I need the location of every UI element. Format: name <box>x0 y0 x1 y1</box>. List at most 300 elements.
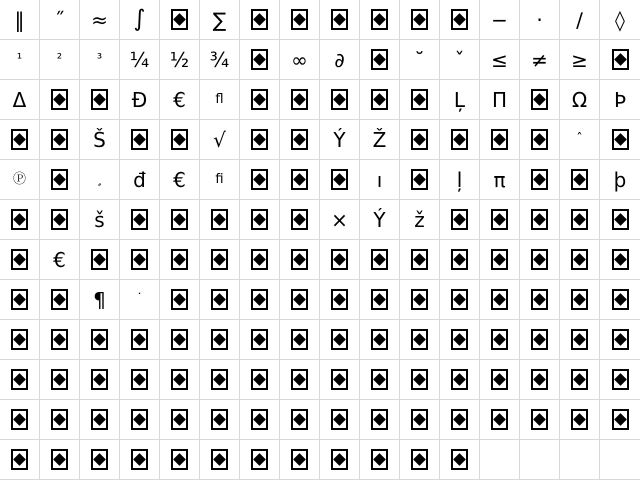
minus-sign: − <box>491 7 508 32</box>
missing-glyph <box>211 329 228 350</box>
glyph-cell[interactable] <box>360 240 400 280</box>
glyph-cell[interactable] <box>280 80 320 120</box>
glyph-cell[interactable] <box>560 200 600 240</box>
glyph-cell[interactable] <box>160 320 200 360</box>
glyph-cell[interactable] <box>120 200 160 240</box>
glyph-cell[interactable] <box>0 240 40 280</box>
missing-glyph <box>491 129 508 150</box>
glyph-cell[interactable] <box>40 160 80 200</box>
ligature-fl: ﬂ <box>215 92 224 107</box>
glyph-cell[interactable] <box>240 360 280 400</box>
glyph-cell[interactable] <box>80 200 120 240</box>
missing-glyph <box>491 289 508 310</box>
missing-glyph <box>451 369 468 390</box>
glyph-cell[interactable] <box>80 120 120 160</box>
missing-glyph <box>251 289 268 310</box>
circled-latin-capital-letter-p: Ⓟ <box>12 172 26 187</box>
glyph-cell[interactable] <box>400 400 440 440</box>
glyph-cell[interactable] <box>440 240 480 280</box>
glyph-cell[interactable] <box>120 360 160 400</box>
missing-glyph <box>51 409 68 430</box>
glyph-cell[interactable] <box>520 200 560 240</box>
missing-glyph <box>451 289 468 310</box>
n-ary-summation: ∑ <box>212 7 227 32</box>
missing-glyph <box>11 449 28 470</box>
missing-glyph <box>211 449 228 470</box>
missing-glyph <box>251 369 268 390</box>
capital-d-with-stroke: Đ <box>131 87 148 112</box>
glyph-cell[interactable] <box>0 80 40 120</box>
lozenge: ◊ <box>615 7 625 32</box>
glyph-cell[interactable] <box>200 120 240 160</box>
glyph-cell[interactable] <box>600 240 640 280</box>
glyph-cell[interactable] <box>160 0 200 40</box>
missing-glyph <box>612 209 629 230</box>
missing-glyph <box>571 289 588 310</box>
glyph-cell[interactable] <box>560 400 600 440</box>
glyph-cell[interactable] <box>400 440 440 480</box>
missing-glyph <box>291 249 308 270</box>
glyph-cell[interactable] <box>600 400 640 440</box>
glyph-cell[interactable] <box>0 40 40 80</box>
missing-glyph <box>211 409 228 430</box>
glyph-cell[interactable] <box>240 200 280 240</box>
missing-glyph <box>131 329 148 350</box>
missing-glyph <box>531 89 548 110</box>
glyph-cell[interactable] <box>200 280 240 320</box>
missing-glyph <box>612 369 629 390</box>
glyph-cell[interactable] <box>240 120 280 160</box>
glyph-cell[interactable] <box>360 320 400 360</box>
glyph-cell[interactable] <box>0 120 40 160</box>
glyph-cell[interactable] <box>360 0 400 40</box>
glyph-cell[interactable] <box>480 0 520 40</box>
glyph-cell[interactable] <box>600 80 640 120</box>
glyph-cell[interactable] <box>200 240 240 280</box>
glyph-cell[interactable] <box>240 160 280 200</box>
glyph-cell[interactable] <box>400 320 440 360</box>
missing-glyph <box>371 289 388 310</box>
glyph-cell[interactable] <box>560 40 600 80</box>
glyph-cell[interactable] <box>600 160 640 200</box>
missing-glyph <box>131 129 148 150</box>
glyph-cell[interactable] <box>480 400 520 440</box>
glyph-cell[interactable] <box>520 320 560 360</box>
glyph-cell[interactable] <box>320 240 360 280</box>
glyph-cell[interactable] <box>600 280 640 320</box>
missing-glyph <box>291 369 308 390</box>
glyph-cell[interactable] <box>280 120 320 160</box>
missing-glyph <box>331 249 348 270</box>
glyph-cell[interactable] <box>200 400 240 440</box>
glyph-cell[interactable] <box>360 40 400 80</box>
glyph-cell[interactable] <box>120 160 160 200</box>
glyph-cell[interactable] <box>120 400 160 440</box>
glyph-cell[interactable] <box>440 160 480 200</box>
glyph-cell[interactable] <box>200 80 240 120</box>
glyph-cell[interactable] <box>320 120 360 160</box>
missing-glyph <box>251 409 268 430</box>
glyph-cell[interactable] <box>160 120 200 160</box>
glyph-cell[interactable] <box>280 160 320 200</box>
glyph-cell[interactable] <box>0 0 40 40</box>
glyph-cell[interactable] <box>120 320 160 360</box>
glyph-cell[interactable] <box>360 160 400 200</box>
missing-glyph <box>291 209 308 230</box>
glyph-cell[interactable] <box>520 40 560 80</box>
glyph-cell[interactable] <box>80 280 120 320</box>
capital-y-with-acute: Ý <box>373 207 386 232</box>
glyph-cell[interactable] <box>520 360 560 400</box>
glyph-cell[interactable] <box>120 440 160 480</box>
missing-glyph <box>291 289 308 310</box>
missing-glyph <box>371 409 388 430</box>
glyph-cell[interactable] <box>160 40 200 80</box>
empty-cell <box>520 440 560 480</box>
glyph-cell[interactable] <box>160 280 200 320</box>
glyph-cell[interactable] <box>160 200 200 240</box>
missing-glyph <box>131 369 148 390</box>
glyph-cell[interactable] <box>520 120 560 160</box>
fraction-one-half: ½ <box>169 47 190 72</box>
glyph-cell[interactable] <box>240 80 280 120</box>
missing-glyph <box>612 329 629 350</box>
glyph-cell[interactable] <box>400 240 440 280</box>
glyph-cell[interactable] <box>600 120 640 160</box>
glyph-cell[interactable] <box>280 40 320 80</box>
glyph-cell[interactable] <box>600 360 640 400</box>
glyph-cell[interactable] <box>400 160 440 200</box>
glyph-cell[interactable] <box>40 400 80 440</box>
missing-glyph <box>371 89 388 110</box>
glyph-cell[interactable] <box>400 360 440 400</box>
glyph-cell[interactable] <box>280 240 320 280</box>
glyph-cell[interactable] <box>80 360 120 400</box>
fraction-one-quarter: ¼ <box>129 47 150 72</box>
glyph-cell[interactable] <box>440 80 480 120</box>
glyph-cell[interactable] <box>280 280 320 320</box>
glyph-cell[interactable] <box>400 120 440 160</box>
double-vertical-line: ‖ <box>14 7 25 32</box>
glyph-cell[interactable] <box>40 280 80 320</box>
glyph-cell[interactable] <box>560 160 600 200</box>
missing-glyph <box>171 329 188 350</box>
glyph-cell[interactable] <box>320 40 360 80</box>
glyph-cell[interactable] <box>440 440 480 480</box>
glyph-cell[interactable] <box>240 400 280 440</box>
glyph-cell[interactable] <box>160 160 200 200</box>
glyph-cell[interactable] <box>600 200 640 240</box>
missing-glyph <box>451 9 468 30</box>
missing-glyph <box>411 369 428 390</box>
glyph-cell[interactable] <box>360 120 400 160</box>
glyph-cell[interactable] <box>240 440 280 480</box>
missing-glyph <box>491 409 508 430</box>
glyph-cell[interactable] <box>440 400 480 440</box>
glyph-cell[interactable] <box>200 200 240 240</box>
glyph-cell[interactable] <box>160 360 200 400</box>
capital-l-with-cedilla: Ļ <box>453 87 466 112</box>
glyph-cell[interactable] <box>520 80 560 120</box>
glyph-cell[interactable] <box>320 280 360 320</box>
glyph-cell[interactable] <box>80 160 120 200</box>
glyph-cell[interactable] <box>160 400 200 440</box>
glyph-cell[interactable] <box>0 400 40 440</box>
glyph-cell[interactable] <box>80 320 120 360</box>
glyph-cell[interactable] <box>0 320 40 360</box>
glyph-cell[interactable] <box>400 200 440 240</box>
capital-z-with-caron: Ž <box>372 127 387 152</box>
glyph-cell[interactable] <box>0 360 40 400</box>
glyph-cell[interactable] <box>200 0 240 40</box>
missing-glyph <box>531 329 548 350</box>
glyph-cell[interactable] <box>360 440 400 480</box>
missing-glyph <box>491 369 508 390</box>
glyph-cell[interactable] <box>280 200 320 240</box>
empty-cell <box>480 440 520 480</box>
missing-glyph <box>211 289 228 310</box>
missing-glyph <box>291 329 308 350</box>
glyph-cell[interactable] <box>560 320 600 360</box>
glyph-cell[interactable] <box>40 120 80 160</box>
glyph-cell[interactable] <box>440 0 480 40</box>
glyph-cell[interactable] <box>40 0 80 40</box>
glyph-cell[interactable] <box>560 0 600 40</box>
glyph-cell[interactable] <box>480 80 520 120</box>
glyph-cell[interactable] <box>80 400 120 440</box>
missing-glyph <box>251 129 268 150</box>
glyph-cell[interactable] <box>240 40 280 80</box>
missing-glyph <box>11 409 28 430</box>
glyph-cell[interactable] <box>40 440 80 480</box>
glyph-cell[interactable] <box>560 240 600 280</box>
glyph-cell[interactable] <box>40 80 80 120</box>
missing-glyph <box>171 449 188 470</box>
missing-glyph <box>11 129 28 150</box>
missing-glyph <box>251 249 268 270</box>
almost-equal-to: ≈ <box>91 7 108 32</box>
glyph-cell[interactable] <box>480 280 520 320</box>
glyph-cell[interactable] <box>120 240 160 280</box>
glyph-cell[interactable] <box>0 280 40 320</box>
glyph-cell[interactable] <box>120 280 160 320</box>
missing-glyph <box>171 9 188 30</box>
missing-glyph <box>411 329 428 350</box>
integral: ∫ <box>133 6 146 32</box>
glyph-cell[interactable] <box>480 120 520 160</box>
missing-glyph <box>612 129 629 150</box>
glyph-cell[interactable] <box>80 240 120 280</box>
missing-glyph <box>371 449 388 470</box>
missing-glyph <box>51 129 68 150</box>
missing-glyph <box>11 369 28 390</box>
glyph-cell[interactable] <box>360 200 400 240</box>
glyph-cell[interactable] <box>400 80 440 120</box>
glyph-cell[interactable] <box>600 40 640 80</box>
glyph-cell[interactable] <box>320 320 360 360</box>
glyph-cell[interactable] <box>40 200 80 240</box>
glyph-cell[interactable] <box>480 200 520 240</box>
missing-glyph <box>91 409 108 430</box>
glyph-cell[interactable] <box>560 360 600 400</box>
superscript-two: ² <box>56 52 63 67</box>
missing-glyph <box>411 409 428 430</box>
glyph-cell[interactable] <box>200 320 240 360</box>
missing-glyph <box>531 289 548 310</box>
glyph-cell[interactable] <box>200 440 240 480</box>
capital-pi: Π <box>491 87 508 112</box>
glyph-cell[interactable] <box>160 80 200 120</box>
capital-delta: Δ <box>12 87 27 112</box>
missing-glyph <box>612 49 629 70</box>
missing-glyph <box>331 449 348 470</box>
glyph-cell[interactable] <box>520 240 560 280</box>
glyph-cell[interactable] <box>120 120 160 160</box>
glyph-cell[interactable] <box>0 200 40 240</box>
glyph-cell[interactable] <box>200 40 240 80</box>
missing-glyph <box>171 289 188 310</box>
double-acute-accent: ˝ <box>54 7 65 32</box>
glyph-cell[interactable] <box>280 360 320 400</box>
middle-dot: · <box>536 7 543 32</box>
missing-glyph <box>491 209 508 230</box>
glyph-cell[interactable] <box>440 200 480 240</box>
missing-glyph <box>411 169 428 190</box>
glyph-cell[interactable] <box>80 0 120 40</box>
glyph-cell[interactable] <box>520 0 560 40</box>
glyph-cell[interactable] <box>400 280 440 320</box>
glyph-cell[interactable] <box>160 240 200 280</box>
missing-glyph <box>211 249 228 270</box>
glyph-cell[interactable] <box>240 280 280 320</box>
glyph-cell[interactable] <box>560 280 600 320</box>
glyph-cell[interactable] <box>120 80 160 120</box>
missing-glyph <box>571 369 588 390</box>
missing-glyph <box>171 409 188 430</box>
missing-glyph <box>331 369 348 390</box>
glyph-cell[interactable] <box>120 40 160 80</box>
glyph-cell[interactable] <box>440 320 480 360</box>
glyph-cell[interactable] <box>160 440 200 480</box>
glyph-cell[interactable] <box>480 360 520 400</box>
glyph-cell[interactable] <box>520 280 560 320</box>
glyph-cell[interactable] <box>80 40 120 80</box>
glyph-cell[interactable] <box>120 0 160 40</box>
glyph-cell[interactable] <box>240 320 280 360</box>
glyph-cell[interactable] <box>480 240 520 280</box>
glyph-cell[interactable] <box>280 400 320 440</box>
glyph-cell[interactable] <box>320 440 360 480</box>
missing-glyph <box>571 209 588 230</box>
missing-glyph <box>451 449 468 470</box>
glyph-cell[interactable] <box>280 440 320 480</box>
missing-glyph <box>531 169 548 190</box>
missing-glyph <box>531 209 548 230</box>
euro-sign: € <box>173 87 186 112</box>
missing-glyph <box>371 329 388 350</box>
dotless-i: ı <box>376 167 383 192</box>
greater-than-or-equal-to: ≥ <box>571 47 588 72</box>
glyph-cell[interactable] <box>440 360 480 400</box>
glyph-cell[interactable] <box>400 0 440 40</box>
glyph-cell[interactable] <box>520 160 560 200</box>
missing-glyph <box>571 409 588 430</box>
glyph-cell[interactable] <box>40 320 80 360</box>
glyph-cell[interactable] <box>440 40 480 80</box>
glyph-cell[interactable] <box>320 400 360 440</box>
glyph-cell[interactable] <box>320 160 360 200</box>
dot-above: ˙ <box>136 292 143 307</box>
glyph-cell[interactable] <box>0 160 40 200</box>
glyph-cell[interactable] <box>480 160 520 200</box>
missing-glyph <box>411 449 428 470</box>
glyph-cell[interactable] <box>360 400 400 440</box>
euro-sign: € <box>173 167 186 192</box>
glyph-cell[interactable] <box>240 240 280 280</box>
missing-glyph <box>531 369 548 390</box>
less-than-or-equal-to: ≤ <box>491 47 508 72</box>
glyph-cell[interactable] <box>200 360 240 400</box>
glyph-cell[interactable] <box>520 400 560 440</box>
glyph-cell[interactable] <box>400 40 440 80</box>
missing-glyph <box>51 89 68 110</box>
missing-glyph <box>171 129 188 150</box>
glyph-cell[interactable] <box>0 440 40 480</box>
missing-glyph <box>251 209 268 230</box>
glyph-cell[interactable] <box>80 440 120 480</box>
glyph-cell[interactable] <box>480 320 520 360</box>
missing-glyph <box>291 449 308 470</box>
glyph-cell[interactable] <box>320 200 360 240</box>
missing-glyph <box>411 289 428 310</box>
missing-glyph <box>451 329 468 350</box>
square-root: √ <box>213 127 226 152</box>
missing-glyph <box>131 209 148 230</box>
glyph-cell[interactable] <box>280 320 320 360</box>
glyph-cell[interactable] <box>440 120 480 160</box>
glyph-cell[interactable] <box>40 240 80 280</box>
missing-glyph <box>411 89 428 110</box>
missing-glyph <box>11 329 28 350</box>
glyph-cell[interactable] <box>240 0 280 40</box>
glyph-cell[interactable] <box>320 360 360 400</box>
glyph-cell[interactable] <box>440 280 480 320</box>
glyph-cell[interactable] <box>600 320 640 360</box>
glyph-cell[interactable] <box>360 280 400 320</box>
glyph-cell[interactable] <box>40 40 80 80</box>
glyph-cell[interactable] <box>320 0 360 40</box>
missing-glyph <box>331 409 348 430</box>
breve: ˘ <box>414 47 425 72</box>
glyph-cell[interactable] <box>360 80 400 120</box>
missing-glyph <box>451 409 468 430</box>
glyph-cell[interactable] <box>80 80 120 120</box>
circumflex-accent: ˆ <box>576 132 583 147</box>
glyph-cell[interactable] <box>480 40 520 80</box>
not-equal-to: ≠ <box>531 47 548 72</box>
glyph-cell[interactable] <box>360 360 400 400</box>
glyph-cell[interactable] <box>560 120 600 160</box>
glyph-cell[interactable] <box>200 160 240 200</box>
missing-glyph <box>51 369 68 390</box>
glyph-cell[interactable] <box>560 80 600 120</box>
missing-glyph <box>131 249 148 270</box>
glyph-cell[interactable] <box>40 360 80 400</box>
glyph-cell[interactable] <box>600 0 640 40</box>
missing-glyph <box>451 249 468 270</box>
glyph-cell[interactable] <box>280 0 320 40</box>
glyph-cell[interactable] <box>320 80 360 120</box>
